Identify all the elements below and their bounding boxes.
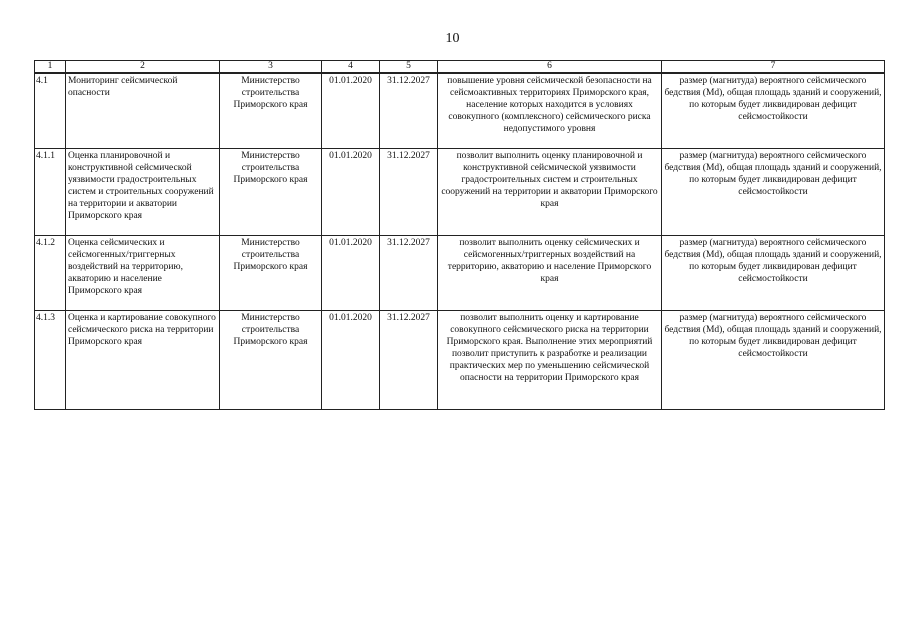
- expected-result: позволит выполнить оценку планировочной и конструктивной сейсмической уязвимости градостроительных систем и строительных сооружений на территории и акватории Приморского края: [438, 149, 662, 236]
- column-header: 2: [66, 61, 220, 74]
- row-number: 4.1.2: [35, 236, 66, 311]
- start-date: 01.01.2020: [322, 73, 380, 149]
- column-header: 5: [380, 61, 438, 74]
- indicator: размер (магнитуда) вероятного сейсмического бедствия (Md), общая площадь зданий и сооружений, по которым будет ликвидирован дефицит сейсмостойкости: [662, 73, 885, 149]
- start-date: 01.01.2020: [322, 311, 380, 410]
- measures-table: [34, 60, 885, 410]
- column-header: 7: [662, 61, 885, 74]
- table-row: [35, 149, 885, 236]
- column-header: 6: [438, 61, 662, 74]
- row-number: 4.1.3: [35, 311, 66, 410]
- responsible-executor: Министерство строительства Приморского края: [220, 73, 322, 149]
- measure-name: Мониторинг сейсмической опасности: [66, 73, 220, 149]
- indicator: размер (магнитуда) вероятного сейсмического бедствия (Md), общая площадь зданий и сооружений, по которым будет ликвидирован дефицит сейсмостойкости: [662, 236, 885, 311]
- measure-name: Оценка планировочной и конструктивной сейсмической уязвимости градостроительных систем и строительных сооружений на территории и акватории Приморского края: [66, 149, 220, 236]
- indicator: размер (магнитуда) вероятного сейсмического бедствия (Md), общая площадь зданий и сооружений, по которым будет ликвидирован дефицит сейсмостойкости: [662, 149, 885, 236]
- end-date: 31.12.2027: [380, 311, 438, 410]
- responsible-executor: Министерство строительства Приморского края: [220, 149, 322, 236]
- column-header: 3: [220, 61, 322, 74]
- indicator: размер (магнитуда) вероятного сейсмического бедствия (Md), общая площадь зданий и сооружений, по которым будет ликвидирован дефицит сейсмостойкости: [662, 311, 885, 410]
- expected-result: позволит выполнить оценку сейсмических и сейсмогенных/триггерных воздействий на территорию, акваторию и население Приморского края: [438, 236, 662, 311]
- end-date: 31.12.2027: [380, 236, 438, 311]
- start-date: 01.01.2020: [322, 149, 380, 236]
- row-number: 4.1.1: [35, 149, 66, 236]
- responsible-executor: Министерство строительства Приморского края: [220, 311, 322, 410]
- measure-name: Оценка сейсмических и сейсмогенных/триггерных воздействий на территорию, акваторию и население Приморского края: [66, 236, 220, 311]
- measure-name: Оценка и картирование совокупного сейсмического риска на территории Приморского края: [66, 311, 220, 410]
- page-number: 10: [445, 31, 460, 46]
- column-header: 4: [322, 61, 380, 74]
- table-row: [35, 73, 885, 149]
- column-header: 1: [35, 61, 66, 74]
- responsible-executor: Министерство строительства Приморского края: [220, 236, 322, 311]
- table-header-row: [35, 61, 885, 74]
- table-row: [35, 311, 885, 410]
- expected-result: повышение уровня сейсмической безопасности на сейсмоактивных территориях Приморского края, население которых находится в условиях совокупного (комплексного) сейсмического риска недопустимого уровня: [438, 73, 662, 149]
- end-date: 31.12.2027: [380, 73, 438, 149]
- end-date: 31.12.2027: [380, 149, 438, 236]
- row-number: 4.1: [35, 73, 66, 149]
- expected-result: позволит выполнить оценку и картирование совокупного сейсмического риска на территории Приморского края. Выполнение этих мероприятий позволит приступить к разработке и реализации практических мер по уменьшению сейсмической опасности на территории Приморского края: [438, 311, 662, 410]
- start-date: 01.01.2020: [322, 236, 380, 311]
- table-row: [35, 236, 885, 311]
